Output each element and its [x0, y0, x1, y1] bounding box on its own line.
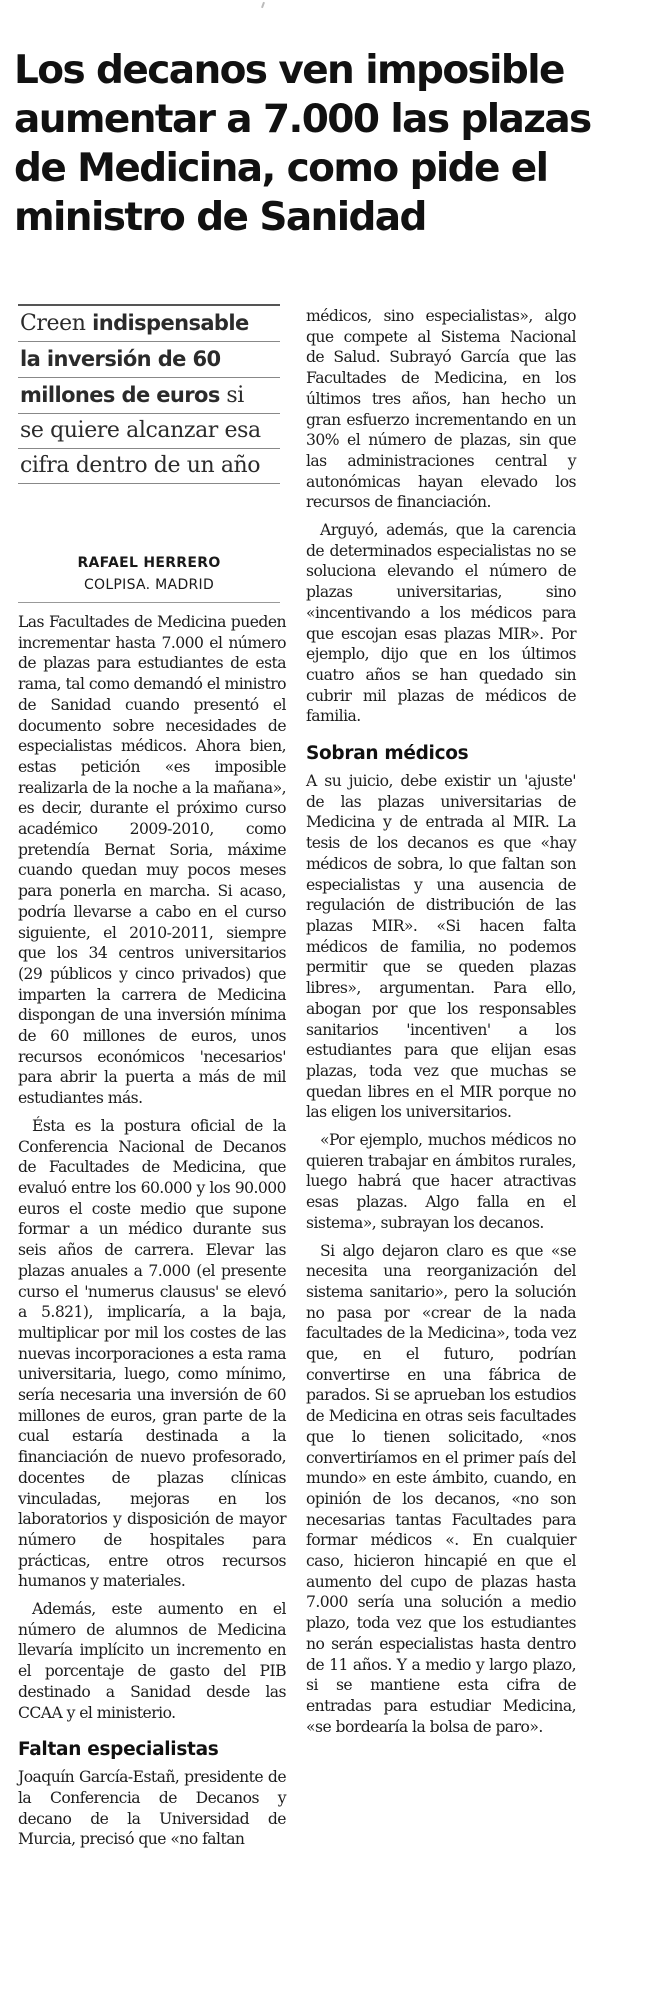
byline-agency: COLPISA. MADRID [83, 577, 215, 593]
byline-author: RAFAEL HERRERO [77, 555, 221, 571]
deck-line [18, 378, 280, 414]
deck-line [18, 342, 280, 378]
body-paragraph: Arguyó, además, que la carencia de determinados especialistas no se soluciona elevando el número de plazas universitarias, sino «incentivando a los médicos para que escojan esas plazas MIR». Por ejemplo, dijo que en los últimos cuatro años se han quedado sin cubrir mil plazas de médicos de familia. [306, 521, 576, 726]
deck-text: Creen [20, 311, 93, 336]
article-headline: Los decanos ven imposible aumentar a 7.000 las plazas de Medicina, como pide el ministro de Sanidad [14, 48, 591, 240]
subhead-faltan-especialistas: Faltan especialistas [18, 1739, 219, 1761]
subhead-sobran-medicos: Sobran médicos [306, 743, 469, 765]
article-deck [18, 304, 280, 484]
deck-text: cifra dentro de un año [20, 453, 261, 478]
deck-line [18, 449, 280, 484]
byline [18, 552, 280, 596]
deck-text: si [219, 383, 244, 408]
body-paragraph: médicos, sino especialistas», algo que compete al Sistema Nacional de Salud. Subrayó García que las Facultades de Medicina, en los últimos tres años, han hecho un gran esfuerzo incrementando en un 30% el número de plazas, sin que las administraciones central y autonómicas hayan elevado los recursos de financiación. [306, 307, 576, 512]
body-paragraph: Además, este aumento en el número de alumnos de Medicina llevaría implícito un incremento en el porcentaje de gasto del PIB destinado a Sanidad desde las CCAA y el ministerio. [18, 1600, 286, 1722]
body-paragraph: Ésta es la postura oficial de la Conferencia Nacional de Decanos de Facultades de Medicina, que evaluó entre los 60.000 y los 90.000 euros el coste medio que supone formar a un médico durante sus seis años de carrera. Elevar las plazas anuales a 7.000 (el presente curso el 'numerus clausus' se elevó a 5.821), implicaría, a la baja, multiplicar por mil los costes de las nuevas incorporaciones a esta rama universitaria, luego, como mínimo, sería necesaria una inversión de 60 millones de euros, gran parte de la cual estaría destinada a la financiación de nuevo profesorado, docentes de plazas clínicas vinculadas, mejoras en los laboratorios y disposición de mayor número de hospitales para prácticas, entre otros recursos humanos y materiales. [18, 1116, 286, 1591]
deck-line [18, 304, 280, 342]
body-paragraph: A su juicio, debe existir un 'ajuste' de las plazas universitarias de Medicina y de entrada al MIR. La tesis de los decanos es que «hay médicos de sobra, lo que faltan son especialistas y una ausencia de regulación de distribución de las plazas MIR». «Si hacen falta médicos de familia, no podemos permitir que se queden plazas libres», argumentan. Para ello, abogan por que los responsables sanitarios 'incentiven' a los estudiantes para que elijan esas plazas, toda vez que muchas se quedan libres en el MIR porque no las eligen los universitarios. [306, 772, 576, 1122]
print-mark [261, 2, 265, 8]
body-paragraph: Las Facultades de Medicina pueden incrementar hasta 7.000 el número de plazas para estudiantes de esta rama, tal como demandó el ministro de Sanidad cuando presentó el documento sobre necesidades de especialistas médicos. Ahora bien, estas petición «es imposible realizarla de la noche a la mañana», es decir, durante el próximo curso académico 2009-2010, como pretendía Bernat Soria, máxime cuando quedan muy pocos meses para ponerla en marcha. Si acaso, podría llevarse a cabo en el curso siguiente, el 2010-2011, siempre que los 34 centros universitarios (29 públicos y cinco privados) que imparten la carrera de Medicina dispongan de una inversión mínima de 60 millones de euros, unos recursos económicos 'necesarios' para abrir la puerta a más de mil estudiantes más. [18, 613, 286, 1108]
deck-line [18, 414, 280, 449]
body-paragraph: Joaquín García-Estañ, presidente de la Conferencia de Decanos y decano de la Universidad de Murcia, precisó que «no faltan [18, 1768, 286, 1849]
byline-divider [18, 602, 280, 603]
deck-bold-text: millones de euros [20, 383, 220, 407]
right-column [306, 306, 576, 1744]
deck-text: se quiere alcanzar esa [20, 418, 261, 443]
body-paragraph: «Por ejemplo, muchos médicos no quieren trabajar en ámbitos rurales, luego habrá que hacer atractivas esas plazas. Algo falla en el sistema», subrayan los decanos. [306, 1131, 576, 1232]
deck-bold-text: la inversión de 60 [20, 347, 221, 371]
left-column [18, 612, 286, 1857]
deck-bold-text: indispensable [92, 311, 249, 335]
body-paragraph: Si algo dejaron claro es que «se necesita una reorganización del sistema sanitario», pero la solución no pasa por «crear de la nada facultades de la Medicina», toda vez que, en el futuro, podrían convertirse en una fábrica de parados. Si se aprueban los estudios de Medicina en otras seis facultades que lo tienen solicitado, «nos convertiríamos en el primer país del mundo» en este ámbito, cuando, en opinión de los decanos, «no son necesarias tantas Facultades para formar médicos «. En cualquier caso, hicieron hincapié en que el aumento del cupo de plazas hasta 7.000 sería una solución a medio plazo, toda vez que los estudiantes no serán especialistas hasta dentro de 11 años. Y a medio y largo plazo, si se mantiene esta cifra de entradas para estudiar Medicina, «se bordearía la bolsa de paro». [306, 1241, 576, 1736]
